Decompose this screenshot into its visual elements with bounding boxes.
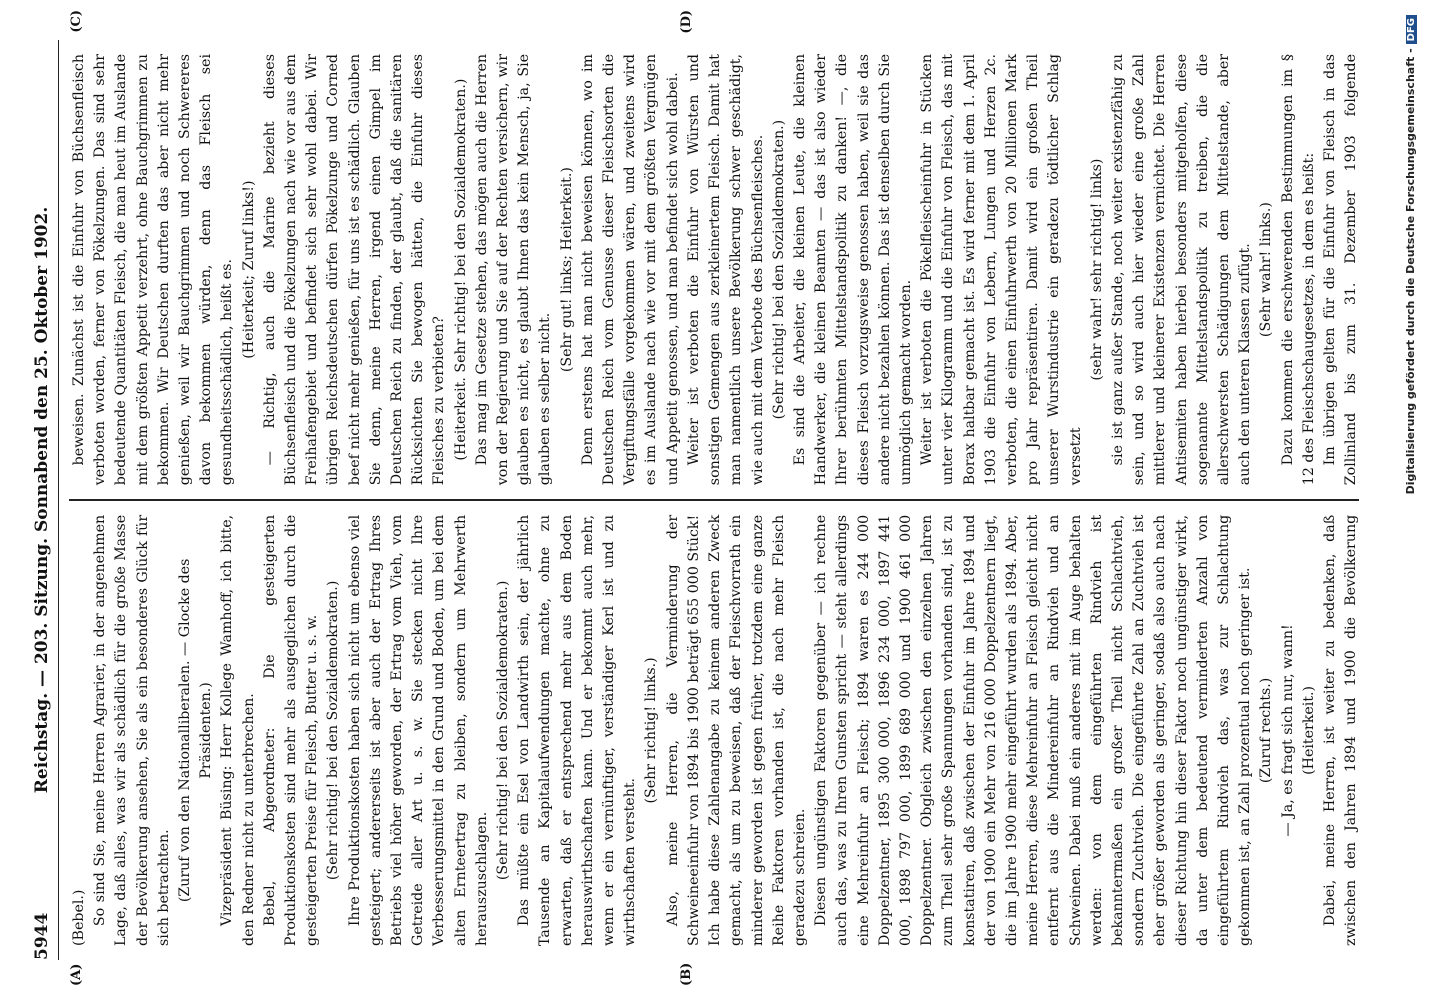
paragraph: Dabei, meine Herren, ist weiter zu bedenken, daß zwischen den Jahren 1894 und 1900 die Bevölkerung [1321,514,1359,946]
paragraph: (Heiterkeit. Sehr richtig! bei den Sozialdemokraten.) [452,78,469,461]
margin-letter-d: (D) [679,10,694,34]
paragraph: Diesen ungünstigen Faktoren gegenüber — ich rechne auch das, was zu Ihren Gunsten spricht — steht allerdings eine Mehreinfuhr an Fleisch; 1894 waren es 244 000 Doppelzentner, 1895 300 000, 1896 234 000, 1897 441 000, 1898 797 000, 1899 689 000 und 1900 461 000 Doppelzentner. Obgleich zwischen den einzelnen Jahren zum Theil sehr große Spannungen vorhanden sind, ist zu konstatiren, daß zwischen der Einfuhr im Jahre 1894 und der von 1900 ein Mehr von 216 000 Doppelzentnern liegt, die im Jahre 1900 mehr eingeführt wurden als 1894. Aber, meine Herren, diese Mehreinfuhr an Fleisch gleicht nicht entfernt aus die Mindereinfuhr an Rindvieh und an Schweinen. Dabei muß ein anderes mit im Auge behalten werden: von dem eingeführten Rindvieh ist bekanntermaßen ein großer Theil nicht Schlachtvieh, sondern Zuchtvieh. Die eingeführte Zahl an Zuchtvieh ist eher größer geworden als geringer, sodaß also auch nach dieser Richtung hin dieser Faktor noch ungünstiger wirkt, da unter dem bedeutend verminderten Anzahl von eingeführtem Rindvieh das, was zur Schlachtung gekommen ist, an Zahl prozentual noch geringer ist. [813,514,1254,946]
paragraph: Das mag im Gesetze stehen, das mögen auch die Herren von der Regierung und Sie auf der Rechten versichern, wir glauben es nicht, es glaubt Ihnen das kein Mensch, ja, Sie glauben es selber nicht. [473,54,554,486]
margin-letter-c: (C) [69,10,84,33]
margin-letter-b: (B) [679,962,694,986]
paragraph: Im übrigen gelten für die Einfuhr von Fleisch in das Zollinland bis zum 31. Dezember 1903 folgende [1321,54,1359,486]
right-column [69,40,1359,499]
paragraph: (Sehr richtig! links.) [643,657,660,804]
paragraph: — Richtig, auch die Marine bezieht dieses Büchsenfleisch und die Pökelzungen nach wie vor aus dem Freihafengebiet und befindet sich sehr wohl dabei. Wir übrigen Reichsdeutschen dürfen Pökelzunge und Corned beef nicht mehr genießen, für uns ist es schädlich. Glauben Sie denn, meine Herren, irgend einen Gimpel im Deutschen Reich zu finden, der glaubt, daß die sanitären Rücksichten Sie bewogen hätten, die Einfuhr dieses Fleisches zu verbieten? [261,54,448,486]
page-number: 5944 [32,912,52,960]
credit-text: Digitalisierung gefördert durch die Deutsche Forschungsgemeinschaft - [1404,48,1417,495]
left-column [69,501,1359,960]
paragraph: Bebel, Abgeordneter: Die gesteigerten Produktionskosten sind mehr als ausgeglichen durch die gesteigerten Preise für Fleisch, Butter u. s. w. [261,514,321,946]
paragraph: (Sehr wahr! links.) [1258,202,1275,338]
paragraph: Denn erstens hat man nicht beweisen können, wo im Deutschen Reich vom Genusse dieser Fleischsorten die Vergiftungsfälle vorgekommen wären, und zweitens wird es im Auslande nach wie vor mit dem größten Vergnügen und Appetit genossen, und man befindet sich wohl dabei. [579,54,681,486]
paragraph: Ihre Produktionskosten haben sich nicht um ebenso viel gesteigert; andererseits ist aber auch der Ertrag Ihres Betriebs viel höher geworden, der Ertrag vom Vieh, vom Getreide aller Art u. s. w. Sie stecken nicht Ihre Verbesserungsmittel in den Grund und Boden, um bei dem alten Ernteertrag zu bleiben, sondern um Mehrwerth herauszuschlagen. [346,514,490,946]
paragraph: Weiter ist verboten die Einfuhr von Würsten und sonstigen Gemengen aus zerkleinertem Fleisch. Damit hat man namentlich unsere Bevölkerung schwer geschädigt, wie auch mit dem Verbote des Büchsenfleisches. [685,54,766,486]
paragraph: (Sehr gut! links; Heiterkeit.) [558,167,575,373]
paragraph: — Ja, es fragt sich nur, wann! [1279,624,1296,837]
paragraph: So sind Sie, meine Herren Agrarier, in der angenehmen Lage, daß alles, was wir als schädlich für die große Masse der Bevölkerung ansehen, Sie als ein besonderes Glück für sich betrachten. [92,514,172,946]
paragraph: (Heiterkeit; Zuruf links!) [240,180,257,359]
paragraph: (Sehr richtig! bei den Sozialdemokraten.) [495,580,512,881]
paragraph: beweisen. Zunächst ist die Einfuhr von Büchsenfleisch verboten worden, ferner von Pökelzungen. Das sind sehr bedeutende Quantitäten Fleisch, die man heut im Auslande mit dem größten Appetit verzehrt, ohne Bauchgrimmen zu bekommen. Wir Deutschen durften das aber nicht mehr genießen, weil wir Bauchgrimmen und noch Schwereres davon bekommen würden, denn das Fleisch sei gesundheitsschädlich, heißt es. [71,54,236,486]
margin-letter-a: (A) [69,963,84,986]
paragraph: Weiter ist verboten die Pökelfleischeinfuhr in Stücken unter vier Kilogramm und die Einfuhr von Fleisch, das mit Borax haltbar gemacht ist. Es wird ferner mit dem 1. April 1903 die Einfuhr von Lebern, Lungen und Herzen 2c. verboten, die einen Einfuhrwerth von 20 Millionen Mark pro Jahr repräsentiren. Damit wird ein großen Theil unserer Wurstindustrie ein geradezu tödtlicher Schlag versetzt [919,54,1084,486]
paragraph: (Heiterkeit.) [1300,685,1317,775]
paragraph: Das müßte ein Esel von Landwirth sein, der jährlich Tausende an Kapitalaufwendungen machte, ohne zu erwarten, daß er entsprechend mehr aus dem Boden herauswirthschaften kann. Und er bekommt auch mehr, wenn er ein vernünftiger, verständiger Kerl ist und zu wirthschaften versteht. [516,514,639,946]
dfg-logo: DFG [1406,15,1417,44]
page-header [30,40,59,960]
paragraph: Also, meine Herren, die Verminderung der Schweineeinfuhr von 1894 bis 1900 beträgt 655 000 Stück! Ich habe diese Zahlenangabe zu keinem anderen Zweck gemacht, als um zu beweisen, daß der Fleischvorrath ein minderer geworden ist gegen früher, trotzdem eine ganze Reihe Faktoren vorhanden ist, die nach mehr Fleisch geradezu schreien. [664,514,808,946]
paragraph: Dazu kommen die erschwerenden Bestimmungen im § 12 des Fleischschaugesetzes, in dem es heißt: [1279,54,1317,486]
digitization-credit [1404,15,1417,985]
paragraph: Vizepräsident Büsing: Herr Kollege Wamhoff, ich bitte, den Redner nicht zu unterbrechen. [219,514,257,946]
running-title: Reichstag. — 203. Sitzung. Sonnabend den 25. Oktober 1902. [32,206,52,794]
paragraph: (sehr wahr! sehr richtig! links) [1088,158,1105,381]
paragraph: (Bebel.) [71,889,87,946]
paragraph: sie ist ganz außer Stande, noch weiter existenzfähig zu sein, und so wird auch hier wieder eine große Zahl mittlerer und kleinerer Existenzen vernichtet. Die Herren Antisemiten haben hierbei besonders mitgeholfen, diese sogenannte Mittelstandspolitik zu treiben, die die allerschwersten Schädigungen dem Mittelstande, aber auch den unteren Klassen zufügt. [1109,54,1254,486]
digitization-sidebar [1404,10,1424,990]
paragraph: (Zuruf rechts.) [1258,677,1275,784]
text-columns [69,10,1359,986]
paragraph: (Sehr richtig! bei den Sozialdemokraten.) [325,580,342,881]
paragraph: Es sind die Arbeiter, die kleinen Leute, die kleinen Handwerker, die kleinen Beamten — das ist also wieder Ihrer berühmten Mittelstandspolitik zu danken! —, die dieses Fleisch vorzugsweise genossen haben, weil sie das andere nicht bezahlen können. Das ist denselben durch Sie unmöglich gemacht worden. [791,54,914,486]
paragraph: (Zuruf von den Nationalliberalen. — Glocke des Präsidenten.) [177,558,215,903]
paragraph: (Sehr richtig! bei den Sozialdemokraten.) [770,119,787,420]
column-rule [69,499,1359,501]
